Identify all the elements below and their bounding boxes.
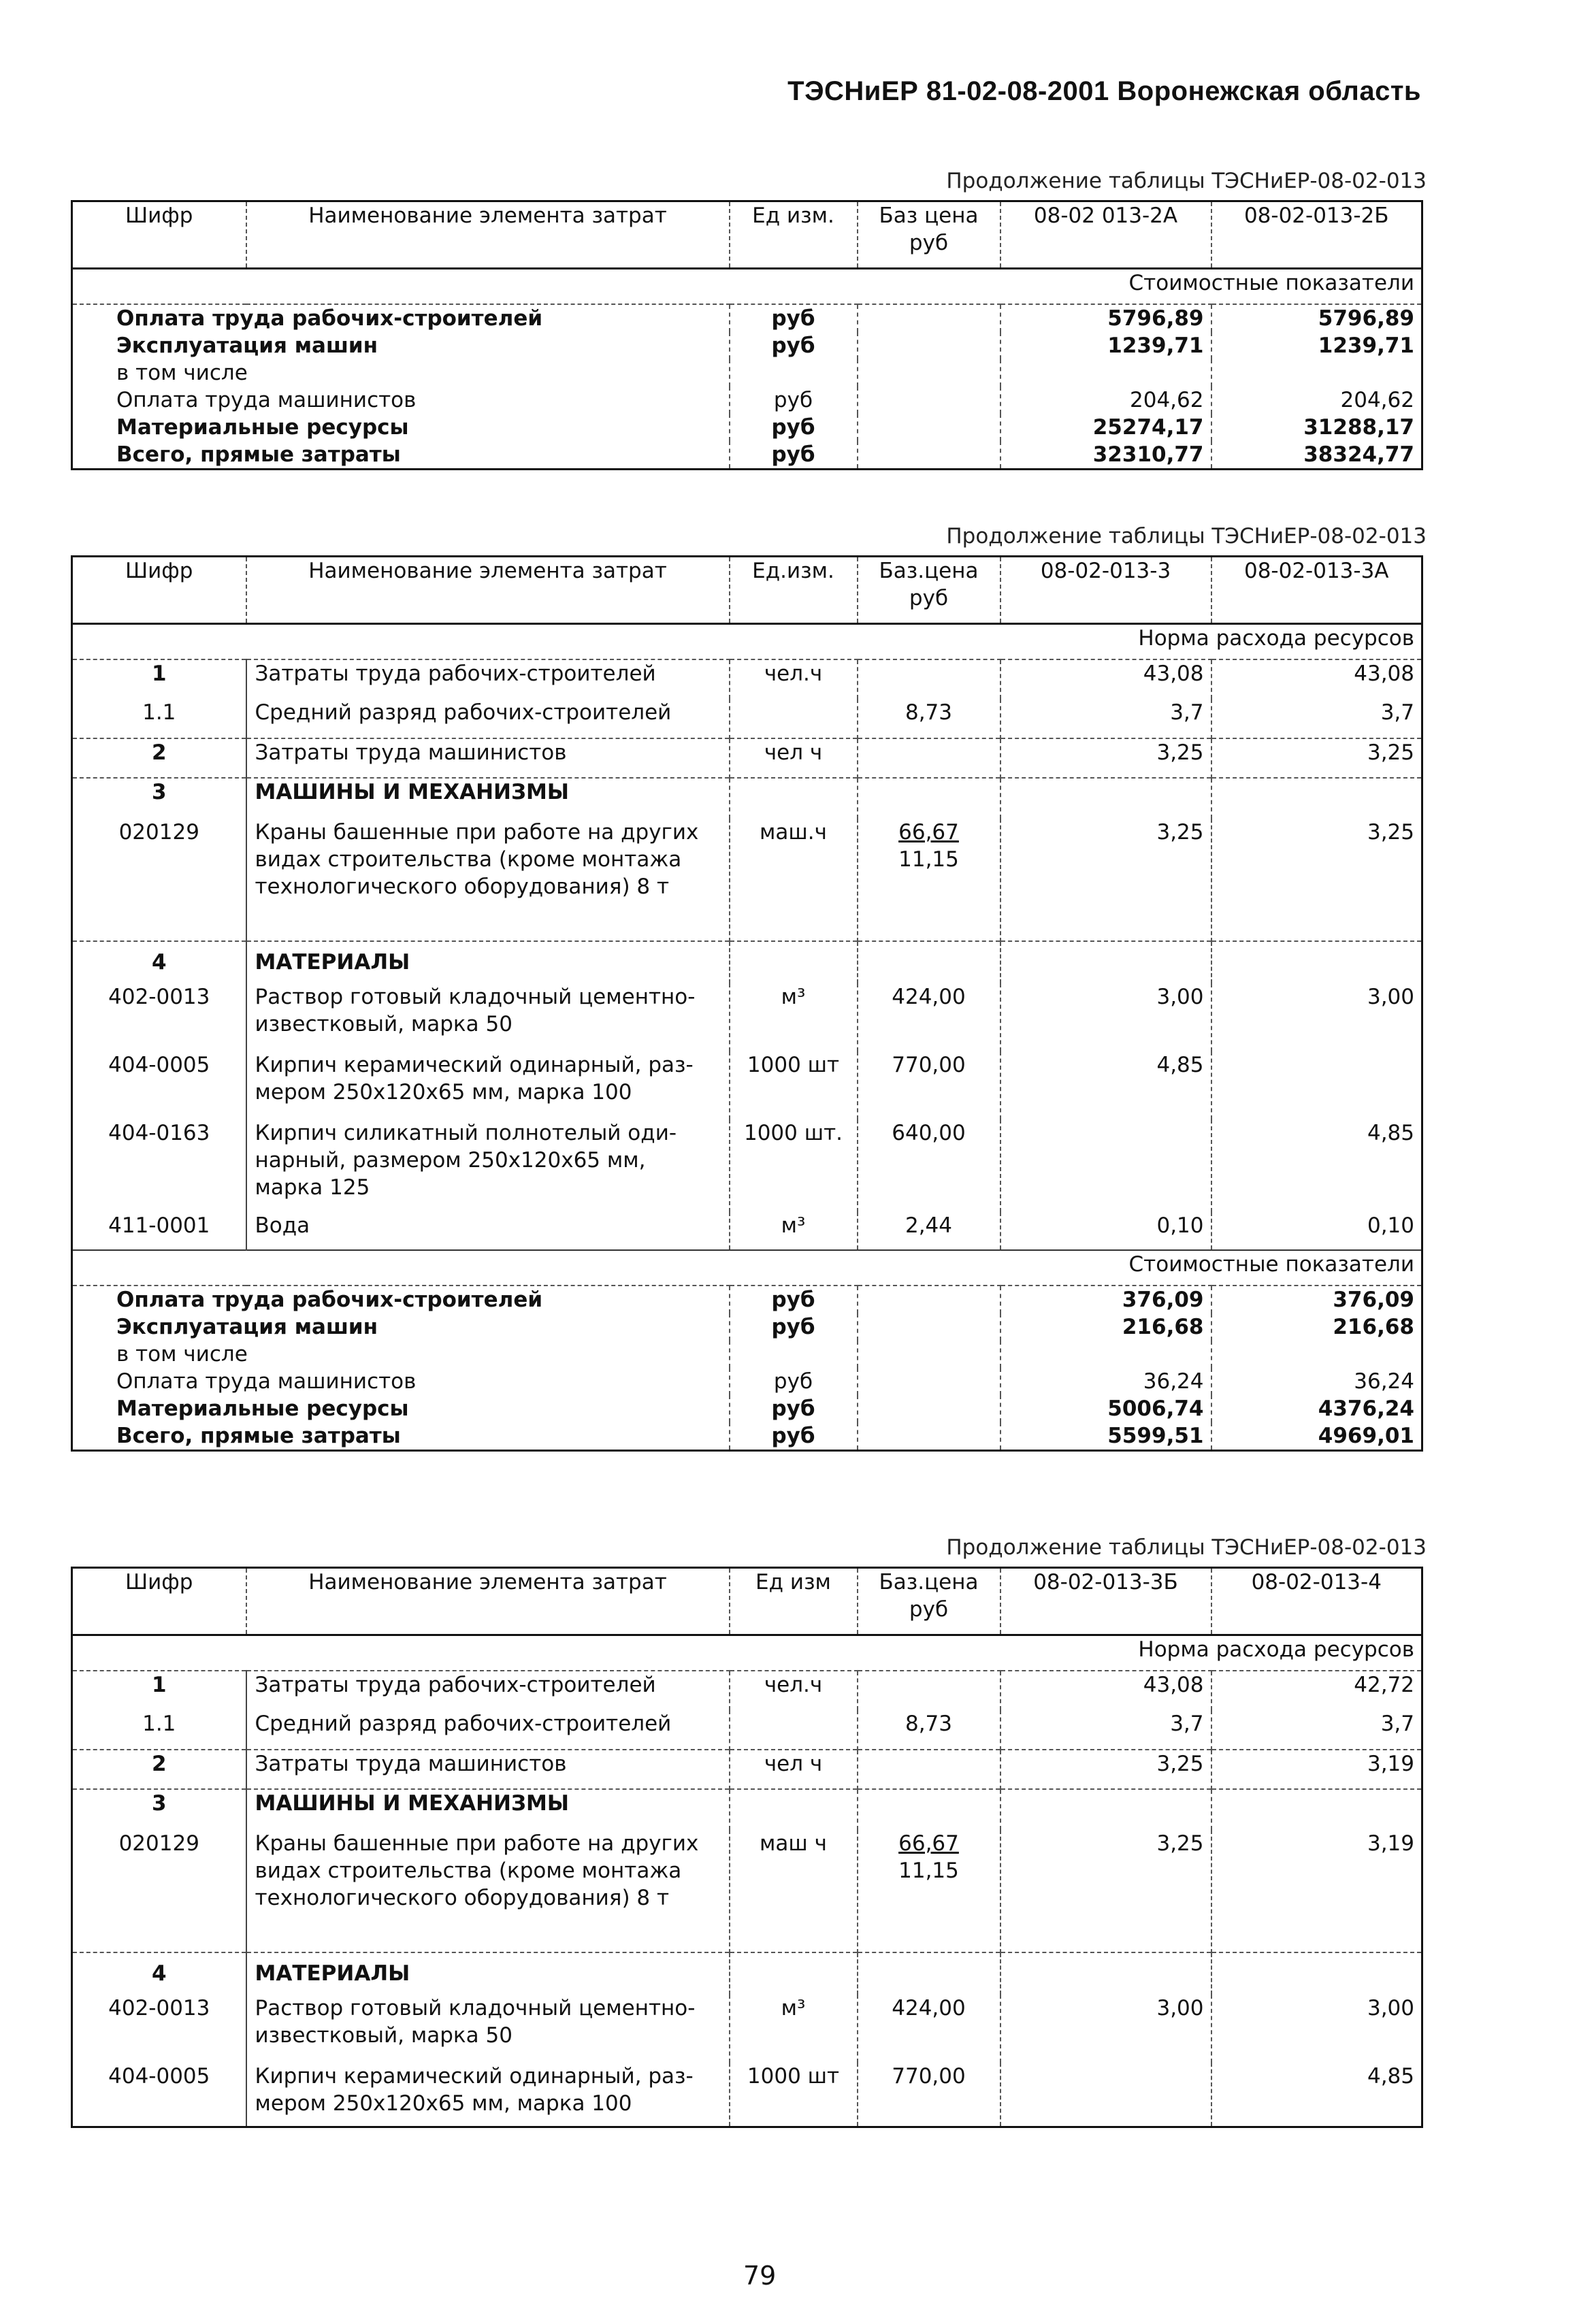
table-row: Оплата труда машинистов руб 204,62 204,62 (72, 387, 1422, 414)
table-continuation-title: Продолжение таблицы ТЭСНиЕР-08-02-013 (946, 169, 1427, 193)
table-header-row (72, 1568, 1422, 1635)
col-header-2a: 08-02 013-2А (1000, 201, 1211, 269)
table-row: 404-0005 Кирпич керамический одинарный, раз- мером 250х120х65 мм, марка 100 1000 шт 770,00 4,85 (72, 2063, 1422, 2127)
table-row: 3 МАШИНЫ И МЕХАНИЗМЫ (72, 778, 1422, 819)
table-row: Эксплуатация машин руб 1239,71 1239,71 (72, 332, 1422, 359)
col-header-unit: Ед изм (730, 1568, 858, 1635)
table-continuation-title: Продолжение таблицы ТЭСНиЕР-08-02-013 (946, 524, 1427, 549)
resource-table-1 (71, 200, 1423, 470)
table-row: в том числе (72, 1341, 1422, 1368)
col-header-3b: 08-02-013-3Б (1000, 1568, 1211, 1635)
table-row: 402-0013 Раствор готовый кладочный цементно- известковый, марка 50 м³ 424,00 3,00 3,00 (72, 983, 1422, 1051)
table-row: 402-0013 Раствор готовый кладочный цементно- известковый, марка 50 м³ 424,00 3,00 3,00 (72, 1995, 1422, 2063)
table-row: 404-0163 Кирпич силикатный полнотелый оди- нарный, размером 250х120х65 мм, марка 125 1000 шт. 640,00 4,85 (72, 1119, 1422, 1212)
table-row: 2 Затраты труда машинистов чел ч 3,25 3,25 (72, 738, 1422, 778)
table-row: 404-0005 Кирпич керамический одинарный, раз- мером 250х120х65 мм, марка 100 1000 шт 770,00 4,85 (72, 1051, 1422, 1119)
col-header-code: Шифр (72, 201, 246, 269)
col-header-2b: 08-02-013-2Б (1211, 201, 1422, 269)
section-cost-row (72, 1250, 1422, 1286)
col-header-code: Шифр (72, 557, 246, 624)
table-row: 1.1 Средний разряд рабочих-строителей 8,73 3,7 3,7 (72, 699, 1422, 738)
col-header-price: Баз цена руб (858, 201, 1000, 269)
table-row: 020129 Краны башенные при работе на других видах строительства (кроме монтажа технологического оборудования) 8 т маш.ч 66,67 11,15 3,25 3,25 (72, 819, 1422, 941)
table-row: Всего, прямые затраты руб 5599,51 4969,01 (72, 1422, 1422, 1451)
page-number: 79 (743, 2261, 777, 2291)
table-row: 1 Затраты труда рабочих-строителей чел.ч 43,08 43,08 (72, 659, 1422, 699)
table-row: 1 Затраты труда рабочих-строителей чел.ч 43,08 42,72 (72, 1671, 1422, 1710)
col-header-name: Наименование элемента затрат (246, 1568, 730, 1635)
table-row: 411-0001 Вода м³ 2,44 0,10 0,10 (72, 1212, 1422, 1250)
section-cost-row (72, 269, 1422, 305)
section-norm-label: Норма расхода ресурсов (72, 624, 1422, 660)
col-header-price: Баз.цена руб (858, 557, 1000, 624)
section-cost-label: Стоимостные показатели (72, 1250, 1422, 1286)
table-row: Эксплуатация машин руб 216,68 216,68 (72, 1313, 1422, 1341)
resource-table-2 (71, 555, 1423, 1452)
table-row: Материальные ресурсы руб 25274,17 31288,17 (72, 414, 1422, 441)
section-norm-row (72, 1635, 1422, 1671)
table-continuation-title: Продолжение таблицы ТЭСНиЕР-08-02-013 (946, 1535, 1427, 1560)
col-header-price: Баз.цена руб (858, 1568, 1000, 1635)
table-row: Оплата труда машинистов руб 36,24 36,24 (72, 1368, 1422, 1395)
col-header-unit: Ед изм. (730, 201, 858, 269)
section-norm-row (72, 624, 1422, 660)
table-header-row (72, 557, 1422, 624)
col-header-name: Наименование элемента затрат (246, 201, 730, 269)
col-header-unit: Ед.изм. (730, 557, 858, 624)
table-row: Оплата труда рабочих-строителей руб 376,09 376,09 (72, 1286, 1422, 1313)
table-header-row (72, 201, 1422, 269)
table-row: 020129 Краны башенные при работе на других видах строительства (кроме монтажа технологического оборудования) 8 т маш ч 66,67 11,15 3,25 3,19 (72, 1830, 1422, 1952)
col-header-code: Шифр (72, 1568, 246, 1635)
table-row: Оплата труда рабочих-строителей руб 5796,89 5796,89 (72, 304, 1422, 332)
col-header-3: 08-02-013-3 (1000, 557, 1211, 624)
col-header-3a: 08-02-013-3А (1211, 557, 1422, 624)
col-header-name: Наименование элемента затрат (246, 557, 730, 624)
document-header: ТЭСНиЕР 81-02-08-2001 Воронежская область (787, 76, 1421, 106)
table-row: 1.1 Средний разряд рабочих-строителей 8,73 3,7 3,7 (72, 1710, 1422, 1750)
table-row: Всего, прямые затраты руб 32310,77 38324,77 (72, 441, 1422, 470)
table-row: 4 МАТЕРИАЛЫ (72, 1952, 1422, 1995)
table-row: 2 Затраты труда машинистов чел ч 3,25 3,19 (72, 1750, 1422, 1789)
col-header-4: 08-02-013-4 (1211, 1568, 1422, 1635)
table-row: 4 МАТЕРИАЛЫ (72, 941, 1422, 983)
table-row: 3 МАШИНЫ И МЕХАНИЗМЫ (72, 1789, 1422, 1830)
resource-table-3 (71, 1567, 1423, 2128)
table-row: в том числе (72, 359, 1422, 387)
section-norm-label: Норма расхода ресурсов (72, 1635, 1422, 1671)
section-cost-label: Стоимостные показатели (72, 269, 1422, 305)
table-row: Материальные ресурсы руб 5006,74 4376,24 (72, 1395, 1422, 1422)
